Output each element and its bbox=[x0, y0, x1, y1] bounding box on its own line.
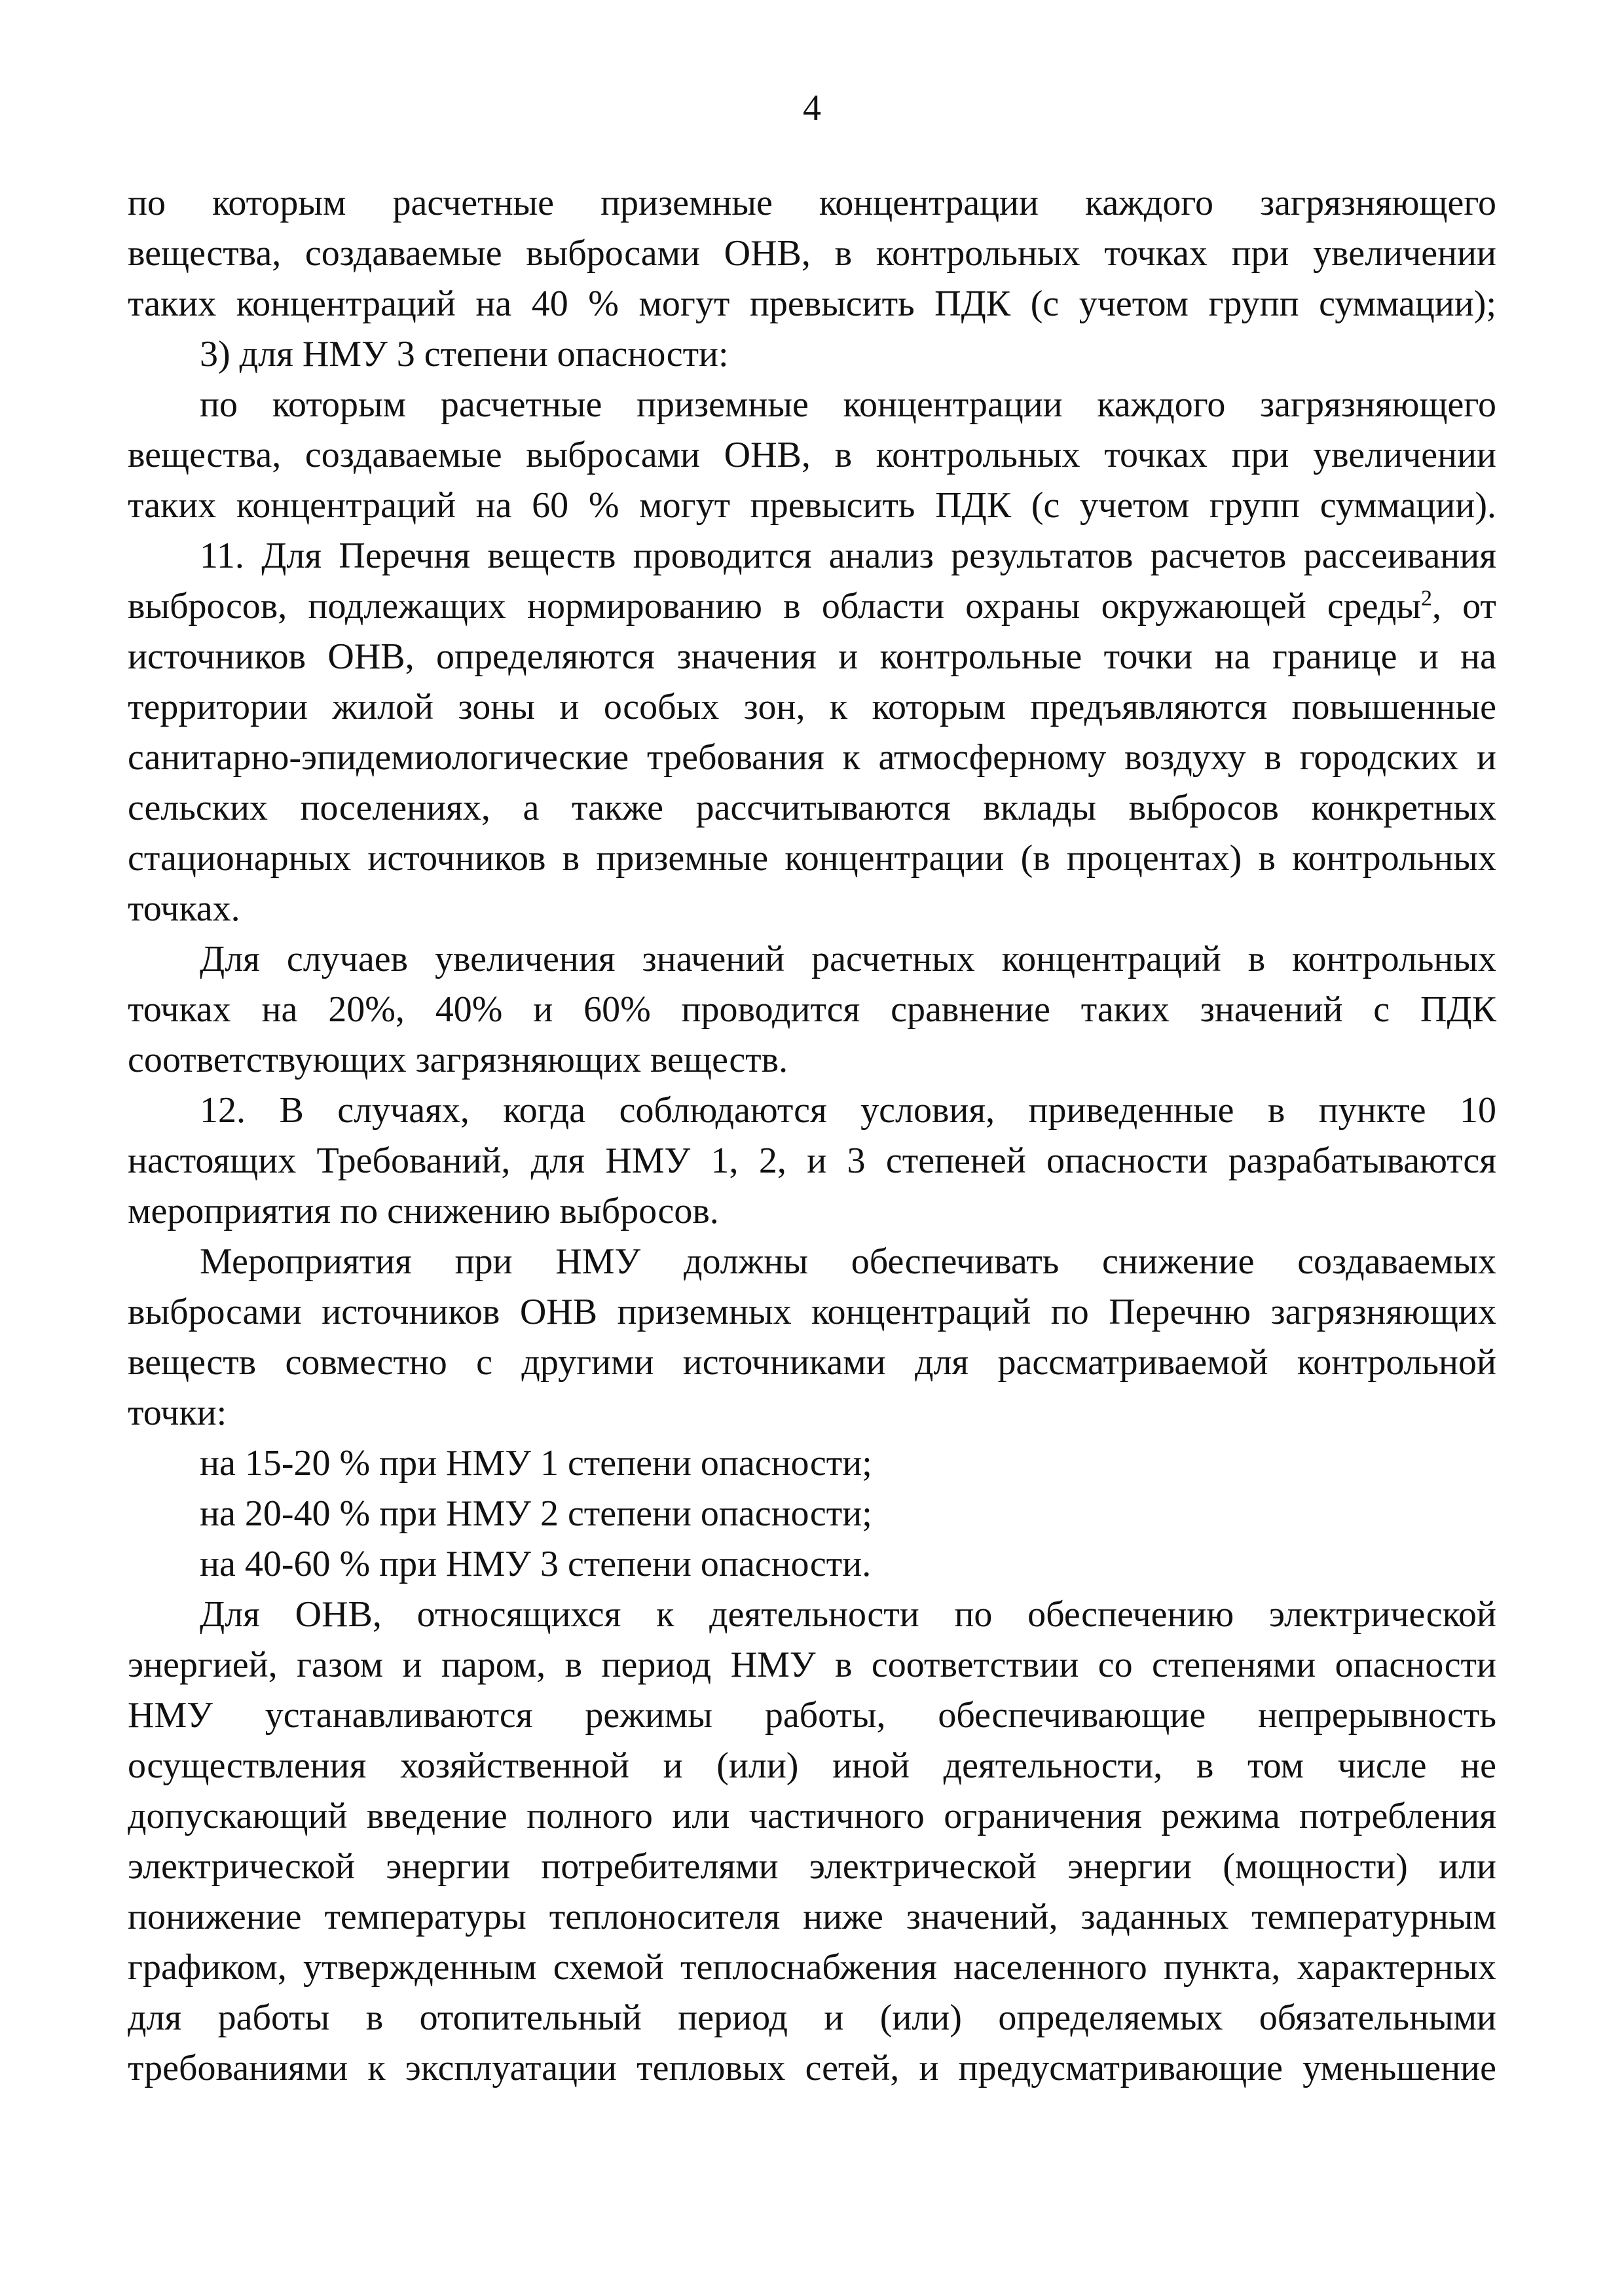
text-line: вещества, создаваемые выбросами ОНВ, в контрольных точках при увеличении bbox=[128, 233, 1496, 274]
footnote-reference: 2 bbox=[1421, 586, 1433, 611]
list-item: на 15-20 % при НМУ 1 степени опасности; bbox=[200, 1443, 872, 1484]
text-line: точках на 20%, 40% и 60% проводится сравнение таких значений с ПДК bbox=[128, 989, 1496, 1030]
text-line: 11. Для Перечня веществ проводится анализ результатов расчетов рассеивания bbox=[200, 536, 1496, 576]
text-line: электрической энергии потребителями электрической энергии (мощности) или bbox=[128, 1846, 1496, 1887]
text-line: НМУ устанавливаются режимы работы, обеспечивающие непрерывность bbox=[128, 1695, 1496, 1736]
text-line: мероприятия по снижению выбросов. bbox=[128, 1191, 719, 1231]
text-line: 12. В случаях, когда соблюдаются условия, приведенные в пункте 10 bbox=[200, 1090, 1496, 1131]
list-item: на 40-60 % при НМУ 3 степени опасности. bbox=[200, 1544, 872, 1584]
text-line: таких концентраций на 60 % могут превысить ПДК (с учетом групп суммации). bbox=[128, 485, 1496, 526]
text-line: Для случаев увеличения значений расчетных концентраций в контрольных bbox=[200, 939, 1496, 979]
text-line: для работы в отопительный период и (или) определяемых обязательными bbox=[128, 1997, 1496, 2038]
text-line: Для ОНВ, относящихся к деятельности по обеспечению электрической bbox=[200, 1594, 1496, 1635]
text-line: сельских поселениях, а также рассчитываются вклады выбросов конкретных bbox=[128, 788, 1496, 828]
text-line: графиком, утвержденным схемой теплоснабжения населенного пункта, характерных bbox=[128, 1947, 1496, 1988]
text-line: стационарных источников в приземные концентрации (в процентах) в контрольных bbox=[128, 838, 1496, 879]
text-line: соответствующих загрязняющих веществ. bbox=[128, 1040, 788, 1080]
text-line: точки: bbox=[128, 1393, 227, 1433]
page-number: 4 bbox=[803, 88, 821, 128]
paragraph-clause-12 bbox=[128, 1085, 1496, 1237]
text-line: по которым расчетные приземные концентрации каждого загрязняющего bbox=[128, 183, 1496, 223]
text-line: осуществления хозяйственной и (или) иной деятельности, в том числе не bbox=[128, 1745, 1496, 1786]
text-line: энергией, газом и паром, в период НМУ в соответствии со степенями опасности bbox=[128, 1645, 1496, 1685]
text-line: санитарно-эпидемиологические требования к атмосферному воздуху в городских и bbox=[128, 737, 1496, 778]
text-segment: выбросов, подлежащих нормированию в области охраны окружающей среды bbox=[128, 586, 1422, 627]
paragraph-energy-operators bbox=[128, 1590, 1496, 2094]
paragraph-measures bbox=[128, 1237, 1496, 1438]
list-reduction-levels bbox=[128, 1438, 1496, 1590]
list-item: на 20-40 % при НМУ 2 степени опасности; bbox=[200, 1493, 872, 1534]
text-line: понижение температуры теплоносителя ниже значений, заданных температурным bbox=[128, 1897, 1496, 1937]
text-line: допускающий введение полного или частичного ограничения режима потребления bbox=[128, 1796, 1496, 1836]
paragraph-continuation bbox=[128, 178, 1496, 329]
text-line: таких концентраций на 40 % могут превысить ПДК (с учетом групп суммации); bbox=[128, 283, 1496, 324]
text-line: точках. bbox=[128, 888, 240, 929]
text-line: веществ совместно с другими источниками для рассматриваемой контрольной bbox=[128, 1342, 1496, 1383]
text-line: по которым расчетные приземные концентрации каждого загрязняющего bbox=[200, 384, 1496, 425]
text-line: требованиями к эксплуатации тепловых сетей, и предусматривающие уменьшение bbox=[128, 2048, 1496, 2088]
text-line: вещества, создаваемые выбросами ОНВ, в контрольных точках при увеличении bbox=[128, 435, 1496, 475]
document-body bbox=[128, 178, 1496, 2094]
text-line: Мероприятия при НМУ должны обеспечивать снижение создаваемых bbox=[200, 1241, 1496, 1282]
paragraph-clause-11 bbox=[128, 531, 1496, 934]
text-line: 3) для НМУ 3 степени опасности: bbox=[200, 334, 729, 374]
text-line-with-footnote bbox=[128, 581, 1496, 632]
text-line: источников ОНВ, определяются значения и контрольные точки на границе и на bbox=[128, 636, 1496, 677]
paragraph-comparison bbox=[128, 934, 1496, 1085]
paragraph-list-item-3 bbox=[128, 329, 1496, 380]
text-line: выбросами источников ОНВ приземных концентраций по Перечню загрязняющих bbox=[128, 1292, 1496, 1332]
text-segment: , от bbox=[1432, 586, 1497, 627]
text-line: территории жилой зоны и особых зон, к которым предъявляются повышенные bbox=[128, 687, 1496, 727]
text-line: настоящих Требований, для НМУ 1, 2, и 3 степеней опасности разрабатываются bbox=[128, 1140, 1496, 1181]
paragraph-item-3-body bbox=[128, 380, 1496, 531]
